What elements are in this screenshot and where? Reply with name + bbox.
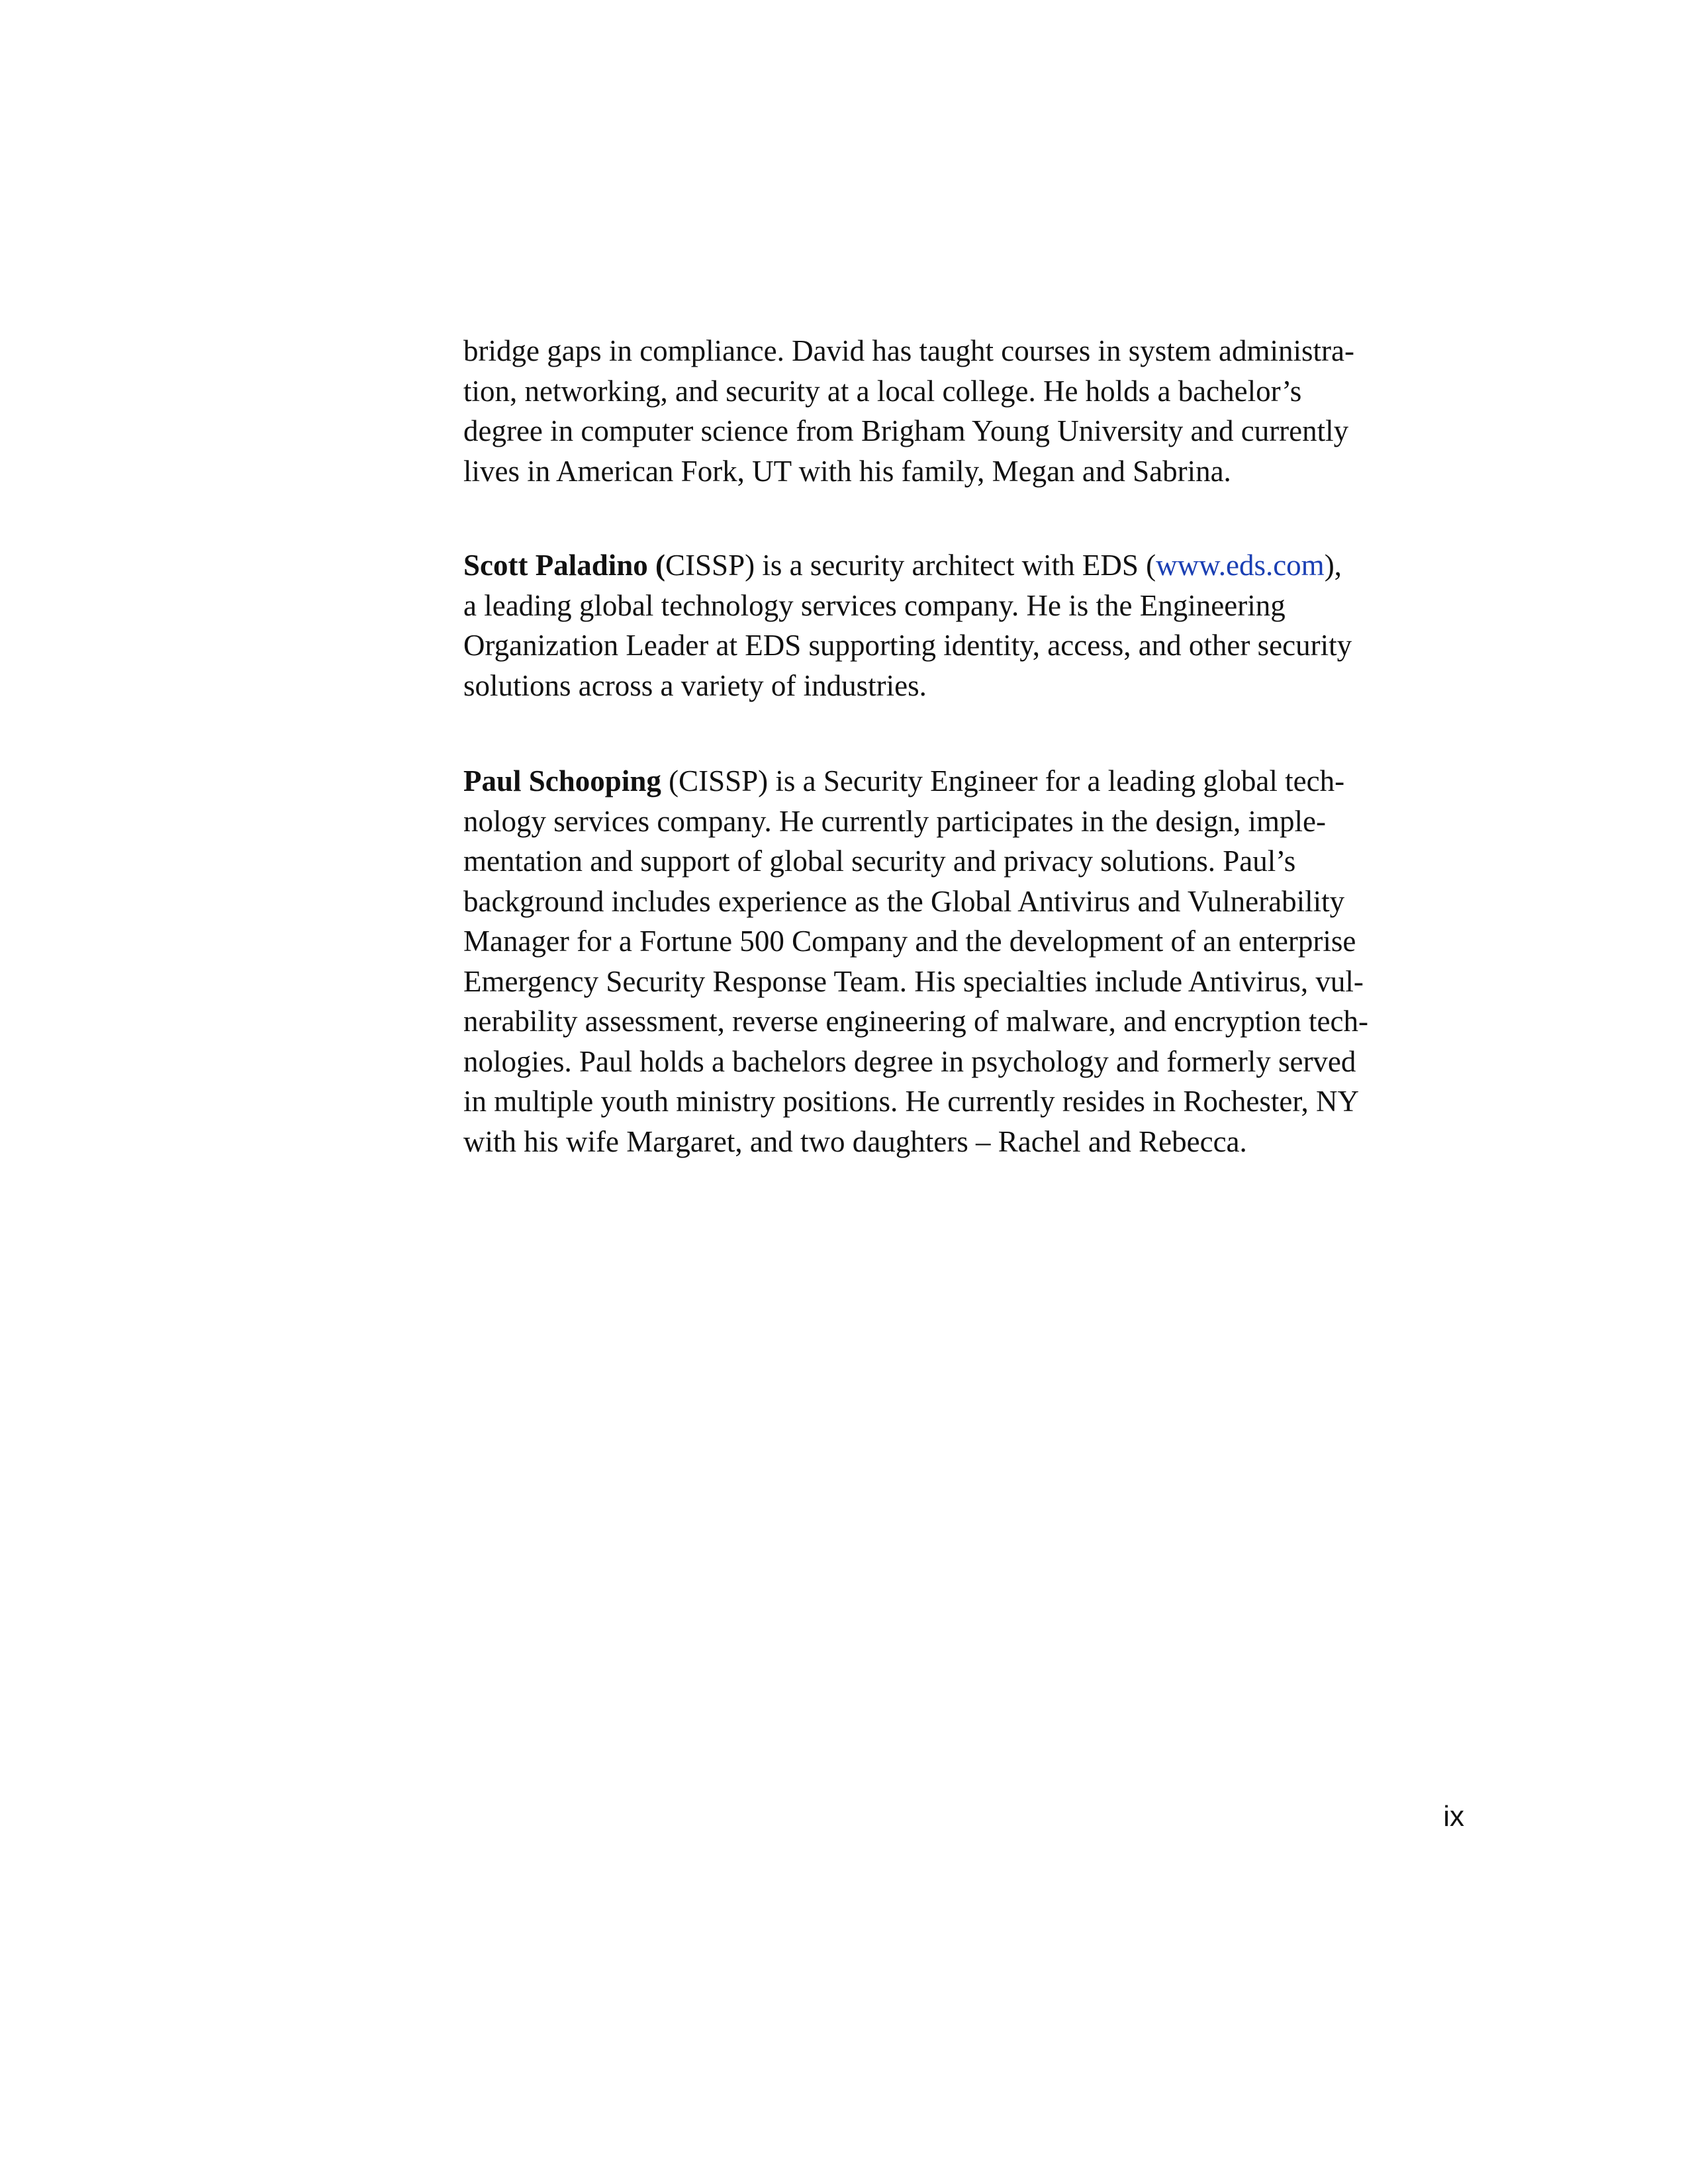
- text-line: a leading global technology services company. He is the Engineering: [463, 588, 1286, 622]
- text-line: degree in computer science from Brigham Young University and currently: [463, 414, 1349, 447]
- text-line: background includes experience as the Global Antivirus and Vulnerability: [463, 884, 1345, 918]
- text-line: solutions across a variety of industries.: [463, 668, 927, 702]
- text-line: bridge gaps in compliance. David has taught courses in system administra-: [463, 334, 1354, 367]
- text-line: nology services company. He currently participates in the design, imple-: [463, 804, 1326, 838]
- bio-paragraph-scott-paladino: [463, 545, 1463, 705]
- bio-continuation-paragraph: [463, 331, 1463, 491]
- text-line: nerability assessment, reverse engineering of malware, and encryption tech-: [463, 1005, 1368, 1038]
- text-line: Organization Leader at EDS supporting identity, access, and other security: [463, 629, 1352, 662]
- text-line: in multiple youth ministry positions. He currently resides in Rochester, NY: [463, 1085, 1360, 1118]
- text-fragment: CISSP) is a security architect with EDS (: [665, 549, 1156, 582]
- text-line: mentation and support of global security and privacy solutions. Paul’s: [463, 844, 1296, 878]
- text-line: nologies. Paul holds a bachelors degree in psychology and formerly served: [463, 1044, 1356, 1078]
- eds-website-link[interactable]: www.eds.com: [1156, 549, 1325, 582]
- text-line: tion, networking, and security at a local college. He holds a bachelor’s: [463, 374, 1302, 408]
- text-line: lives in American Fork, UT with his family, Megan and Sabrina.: [463, 454, 1231, 488]
- bio-paragraph-paul-schooping: [463, 761, 1463, 1161]
- text-line: Manager for a Fortune 500 Company and the development of an enterprise: [463, 925, 1356, 958]
- text-line: with his wife Margaret, and two daughters – Rachel and Rebecca.: [463, 1124, 1247, 1158]
- author-name-paul: Paul Schooping: [463, 764, 661, 797]
- text-line: [463, 545, 1463, 586]
- text-line: [463, 761, 1463, 801]
- text-fragment: (CISSP) is a Security Engineer for a leading global tech-: [661, 764, 1345, 797]
- author-name-scott: Scott Paladino (: [463, 549, 666, 582]
- text-line: Emergency Security Response Team. His specialties include Antivirus, vul-: [463, 964, 1364, 998]
- page-number: ix: [1443, 1800, 1464, 1833]
- text-fragment: ),: [1324, 549, 1342, 582]
